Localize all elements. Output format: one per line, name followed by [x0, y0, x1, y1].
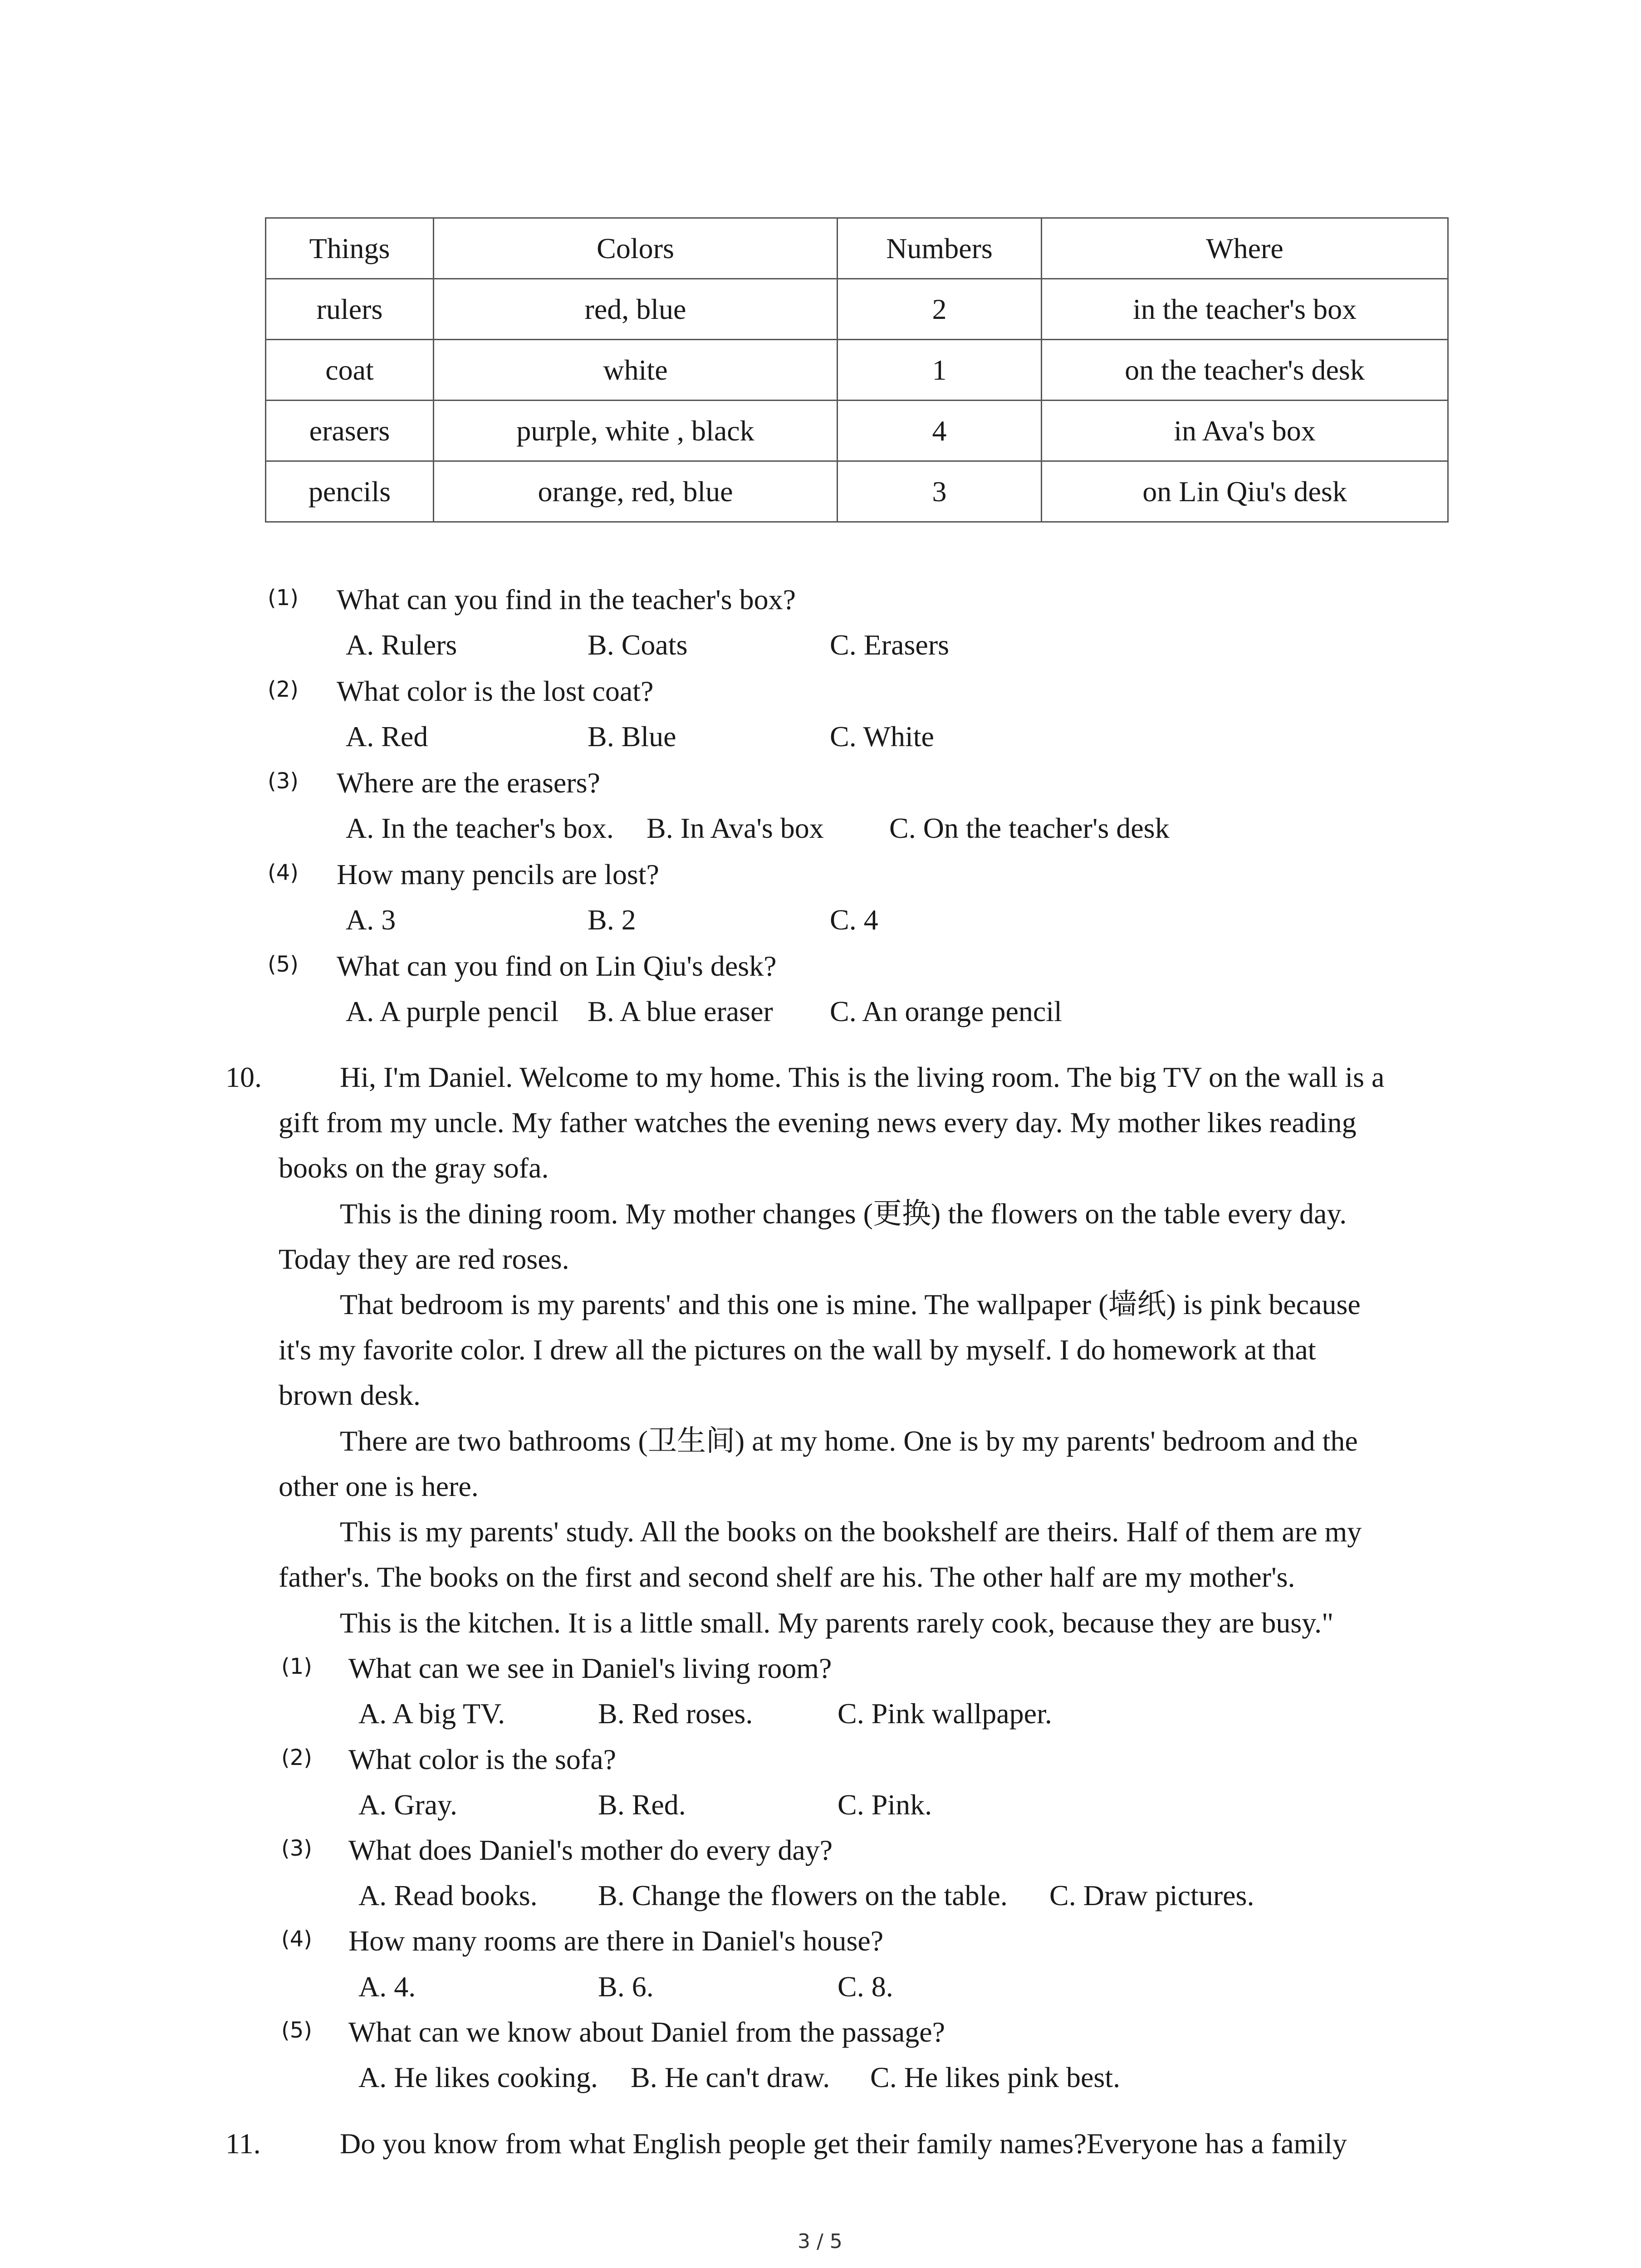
question-number: (3) [281, 1836, 312, 1861]
question-number: (1) [281, 1654, 312, 1679]
question-number: (3) [268, 768, 299, 794]
question-text: How many rooms are there in Daniel's house? [348, 1925, 884, 1957]
table-row [266, 279, 1448, 340]
table-header-cell: Things [266, 218, 434, 279]
option-c: C. 4 [830, 904, 878, 936]
question-text: What color is the lost coat? [337, 675, 654, 707]
option-a: A. Read books. [358, 1879, 538, 1911]
table-cell: rulers [266, 279, 434, 340]
option-b: B. Blue [588, 720, 676, 753]
option-c: C. Pink. [838, 1789, 932, 1821]
item-number: 11. [225, 2127, 261, 2160]
table-cell: purple, white , black [434, 401, 838, 461]
table-cell: orange, red, blue [434, 461, 838, 522]
option-c: C. 8. [838, 1970, 893, 2003]
passage-line: There are two bathrooms (卫生间) at my home. One is by my parents' bedroom and the [340, 1425, 1358, 1457]
table-row [266, 461, 1448, 522]
table-cell: pencils [266, 461, 434, 522]
table-cell: in Ava's box [1042, 401, 1448, 461]
passage-line: other one is here. [279, 1470, 479, 1502]
passage-line: Hi, I'm Daniel. Welcome to my home. This is the living room. The big TV on the wall is a [340, 1061, 1385, 1093]
question-number: (5) [268, 952, 299, 977]
passage-line: Do you know from what English people get their family names?Everyone has a family [340, 2127, 1347, 2160]
table-cell: 1 [838, 340, 1042, 401]
question-text: What color is the sofa? [348, 1743, 616, 1775]
option-a: A. A big TV. [358, 1697, 505, 1730]
passage-line: gift from my uncle. My father watches the evening news every day. My mother likes reading [279, 1106, 1357, 1139]
question-text: Where are the erasers? [337, 767, 600, 799]
table-cell: white [434, 340, 838, 401]
question-text: How many pencils are lost? [337, 858, 659, 890]
passage-line: That bedroom is my parents' and this one is mine. The wallpaper (墙纸) is pink because [340, 1288, 1361, 1320]
question-text: What can we know about Daniel from the passage? [348, 2016, 945, 2048]
item-number: 10. [225, 1061, 262, 1093]
option-b: B. Red roses. [598, 1697, 753, 1730]
option-c: C. Pink wallpaper. [838, 1697, 1052, 1730]
option-b: B. A blue eraser [588, 995, 773, 1027]
table-row [266, 401, 1448, 461]
lost-things-table [265, 217, 1449, 523]
passage-line: This is my parents' study. All the books on the bookshelf are theirs. Half of them are my [340, 1515, 1362, 1548]
table-cell: on the teacher's desk [1042, 340, 1448, 401]
table-cell: in the teacher's box [1042, 279, 1448, 340]
option-a: A. Gray. [358, 1789, 457, 1821]
passage-line: books on the gray sofa. [279, 1152, 549, 1184]
option-c: C. On the teacher's desk [889, 812, 1170, 844]
option-a: A. 4. [358, 1970, 416, 2003]
option-b: B. Change the flowers on the table. [598, 1879, 1008, 1911]
table-cell: on Lin Qiu's desk [1042, 461, 1448, 522]
passage-line: Today they are red roses. [279, 1243, 569, 1275]
question-number: (2) [281, 1745, 312, 1770]
table-header-cell: Where [1042, 218, 1448, 279]
option-b: B. In Ava's box [647, 812, 824, 844]
option-a: A. Red [346, 720, 428, 753]
option-b: B. Red. [598, 1789, 686, 1821]
option-a: A. 3 [346, 904, 396, 936]
option-a: A. He likes cooking. [358, 2061, 598, 2093]
option-a: A. In the teacher's box. [346, 812, 614, 844]
option-c: C. Erasers [830, 629, 950, 661]
question-number: (2) [268, 677, 299, 702]
table-cell: 4 [838, 401, 1042, 461]
option-a: A. Rulers [346, 629, 457, 661]
passage-line: father's. The books on the first and second shelf are his. The other half are my mother's. [279, 1561, 1295, 1593]
question-number: (5) [281, 2018, 312, 2043]
table-cell: 3 [838, 461, 1042, 522]
question-number: (1) [268, 585, 299, 611]
table-header-cell: Colors [434, 218, 838, 279]
table-cell: coat [266, 340, 434, 401]
page-number: 3 / 5 [798, 2230, 843, 2253]
passage-line: brown desk. [279, 1379, 421, 1411]
passage-line: This is the dining room. My mother changes (更换) the flowers on the table every day. [340, 1198, 1347, 1230]
option-b: B. Coats [588, 629, 688, 661]
option-b: B. 2 [588, 904, 636, 936]
option-c: C. He likes pink best. [870, 2061, 1121, 2093]
option-b: B. 6. [598, 1970, 654, 2003]
option-c: C. Draw pictures. [1049, 1879, 1254, 1911]
question-text: What can you find on Lin Qiu's desk? [337, 950, 777, 982]
option-a: A. A purple pencil [346, 995, 559, 1027]
question-text: What can we see in Daniel's living room? [348, 1652, 832, 1684]
question-text: What can you find in the teacher's box? [337, 583, 796, 616]
option-c: C. An orange pencil [830, 995, 1062, 1027]
question-number: (4) [268, 860, 299, 885]
passage-line: it's my favorite color. I drew all the pictures on the wall by myself. I do homework at that [279, 1334, 1316, 1366]
option-b: B. He can't draw. [631, 2061, 830, 2093]
table-header-row [266, 218, 1448, 279]
table-cell: 2 [838, 279, 1042, 340]
option-c: C. White [830, 720, 934, 753]
question-number: (4) [281, 1926, 312, 1952]
table-header-cell: Numbers [838, 218, 1042, 279]
table-cell: erasers [266, 401, 434, 461]
passage-line: This is the kitchen. It is a little small. My parents rarely cook, because they are busy." [340, 1607, 1334, 1639]
table-row [266, 340, 1448, 401]
table-cell: red, blue [434, 279, 838, 340]
question-text: What does Daniel's mother do every day? [348, 1834, 833, 1866]
